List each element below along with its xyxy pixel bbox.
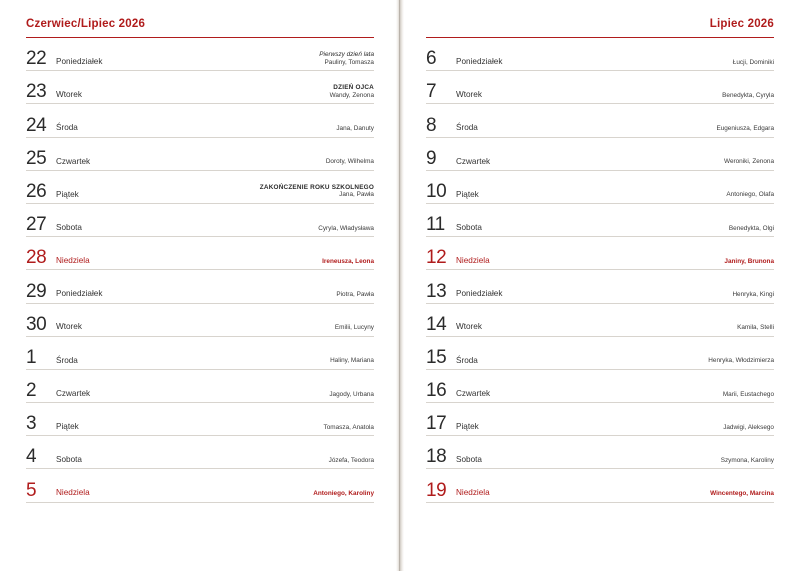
day-row <box>426 370 774 403</box>
day-row <box>26 138 374 171</box>
day-namedays: Eugeniusza, Edgara <box>716 125 774 133</box>
day-namedays: Pauliny, Tomasza <box>324 58 374 66</box>
day-namedays: Łucji, Dominiki <box>732 58 774 66</box>
day-row <box>26 104 374 137</box>
day-number: 27 <box>26 214 47 236</box>
day-details <box>708 357 774 367</box>
day-row <box>26 171 374 204</box>
day-number: 4 <box>26 446 37 468</box>
day-details <box>326 158 374 168</box>
day-number: 17 <box>426 413 447 435</box>
day-note: ZAKOŃCZENIE ROKU SZKOLNEGO <box>259 183 374 191</box>
day-details <box>726 191 774 201</box>
day-weekday: Niedziela <box>56 256 90 266</box>
day-namedays: Marii, Eustachego <box>722 390 774 398</box>
day-number: 13 <box>426 280 447 302</box>
day-namedays: Jana, Danuty <box>336 125 374 133</box>
day-number: 26 <box>26 180 47 202</box>
day-details <box>336 291 374 301</box>
day-row <box>426 237 774 270</box>
day-namedays: Jagody, Urbana <box>329 390 374 398</box>
day-row <box>26 436 374 469</box>
day-weekday: Niedziela <box>456 256 490 266</box>
day-weekday: Piątek <box>456 189 479 199</box>
day-weekday: Wtorek <box>56 90 82 100</box>
day-namedays: Jana, Pawła <box>339 191 374 199</box>
day-weekday: Piątek <box>56 189 79 199</box>
day-number: 24 <box>26 114 47 136</box>
day-number: 16 <box>426 380 447 402</box>
day-weekday: Czwartek <box>56 388 91 398</box>
day-number: 23 <box>26 81 47 103</box>
day-weekday: Sobota <box>56 222 82 232</box>
day-weekday: Niedziela <box>56 488 90 498</box>
day-row <box>26 204 374 237</box>
day-weekday: Poniedziałek <box>56 289 103 299</box>
day-row <box>426 403 774 436</box>
day-number: 10 <box>426 180 447 202</box>
day-weekday: Wtorek <box>56 322 82 332</box>
day-namedays: Emilii, Lucyny <box>334 324 374 332</box>
day-namedays: Benedykta, Cyryla <box>722 91 774 99</box>
day-row <box>426 38 774 71</box>
day-note: DZIEŃ OJCA <box>333 84 374 92</box>
day-details <box>324 424 374 434</box>
day-weekday: Sobota <box>56 455 82 465</box>
day-namedays: Kamila, Stelli <box>737 324 774 332</box>
day-row <box>26 237 374 270</box>
day-number: 19 <box>426 479 447 501</box>
day-number: 11 <box>426 214 445 236</box>
day-details <box>729 225 774 235</box>
day-weekday: Sobota <box>456 455 482 465</box>
day-row <box>426 71 774 104</box>
day-weekday: Piątek <box>456 422 479 432</box>
day-namedays: Cyryla, Władysława <box>318 224 374 232</box>
day-namedays: Benedykta, Olgi <box>728 224 774 232</box>
day-row <box>426 337 774 370</box>
day-number: 15 <box>426 346 447 368</box>
day-row <box>26 403 374 436</box>
day-namedays: Szymona, Karoliny <box>720 456 774 464</box>
day-namedays: Henryka, Włodzimierza <box>708 357 774 365</box>
day-weekday: Poniedziałek <box>56 56 103 66</box>
day-number: 3 <box>26 413 37 435</box>
day-weekday: Środa <box>456 355 478 365</box>
day-namedays: Doroty, Wilhelma <box>325 158 374 166</box>
day-details <box>336 125 374 135</box>
day-number: 22 <box>26 48 47 70</box>
day-namedays: Wandy, Zenona <box>329 91 374 99</box>
day-number: 25 <box>26 147 47 169</box>
day-row <box>26 304 374 337</box>
day-details <box>335 324 374 334</box>
day-row <box>426 469 774 502</box>
day-namedays: Józefa, Teodora <box>328 456 374 464</box>
day-row <box>426 171 774 204</box>
day-row <box>426 138 774 171</box>
day-weekday: Poniedziałek <box>456 56 503 66</box>
day-weekday: Czwartek <box>56 156 91 166</box>
day-weekday: Czwartek <box>456 388 491 398</box>
day-number: 7 <box>426 81 437 103</box>
day-row <box>426 270 774 303</box>
day-details <box>722 92 774 102</box>
day-details <box>330 357 374 367</box>
day-weekday: Niedziela <box>456 488 490 498</box>
day-number: 30 <box>26 313 47 335</box>
day-row <box>26 38 374 71</box>
day-list-left <box>26 38 374 503</box>
day-number: 18 <box>426 446 447 468</box>
day-row <box>426 436 774 469</box>
day-number: 1 <box>26 346 37 368</box>
day-row <box>26 370 374 403</box>
day-weekday: Środa <box>56 123 78 133</box>
calendar-page-right <box>400 0 800 571</box>
day-weekday: Czwartek <box>456 156 491 166</box>
day-namedays: Antoniego, Karoliny <box>313 490 374 498</box>
day-details <box>723 391 774 401</box>
day-details <box>724 258 774 268</box>
day-details <box>329 391 374 401</box>
month-header-right: Lipiec 2026 <box>426 18 774 38</box>
day-details <box>723 424 774 434</box>
day-namedays: Piotra, Pawła <box>336 290 374 298</box>
day-weekday: Piątek <box>56 422 79 432</box>
day-number: 28 <box>26 247 47 269</box>
day-details <box>319 51 374 68</box>
day-namedays: Jadwigi, Aleksego <box>723 423 774 431</box>
day-row <box>426 304 774 337</box>
day-weekday: Wtorek <box>456 90 482 100</box>
day-details <box>318 225 374 235</box>
day-row <box>426 204 774 237</box>
day-note: Pierwszy dzień lata <box>319 51 374 59</box>
day-namedays: Antoniego, Olafa <box>726 191 774 199</box>
day-weekday: Środa <box>56 355 78 365</box>
day-number: 6 <box>426 48 437 70</box>
day-details <box>724 158 774 168</box>
day-number: 8 <box>426 114 437 136</box>
day-namedays: Weroniki, Zenona <box>724 158 774 166</box>
day-details <box>260 184 374 201</box>
day-number: 12 <box>426 247 447 269</box>
day-details <box>716 125 774 135</box>
day-weekday: Środa <box>456 123 478 133</box>
day-details <box>737 324 774 334</box>
day-row <box>26 71 374 104</box>
day-row <box>426 104 774 137</box>
day-number: 5 <box>26 479 37 501</box>
day-namedays: Ireneusza, Leona <box>322 257 374 265</box>
day-number: 9 <box>426 147 437 169</box>
day-details <box>732 291 774 301</box>
day-details <box>330 84 374 101</box>
day-details <box>710 490 774 500</box>
day-namedays: Wincentego, Marcina <box>710 490 774 498</box>
day-details <box>733 59 774 69</box>
month-header-left: Czerwiec/Lipiec 2026 <box>26 18 374 38</box>
day-row <box>26 469 374 502</box>
day-row <box>26 337 374 370</box>
day-details <box>721 457 774 467</box>
day-namedays: Janiny, Brunona <box>724 257 774 265</box>
day-details <box>322 258 374 268</box>
day-row <box>26 270 374 303</box>
day-number: 2 <box>26 380 37 402</box>
day-weekday: Poniedziałek <box>456 289 503 299</box>
day-number: 29 <box>26 280 47 302</box>
day-weekday: Wtorek <box>456 322 482 332</box>
day-list-right <box>426 38 774 503</box>
day-details <box>313 490 374 500</box>
day-namedays: Henryka, Kingi <box>732 290 774 298</box>
day-weekday: Sobota <box>456 222 482 232</box>
day-namedays: Tomasza, Anatola <box>323 423 374 431</box>
day-details <box>329 457 374 467</box>
day-number: 14 <box>426 313 447 335</box>
day-namedays: Haliny, Mariana <box>330 357 374 365</box>
